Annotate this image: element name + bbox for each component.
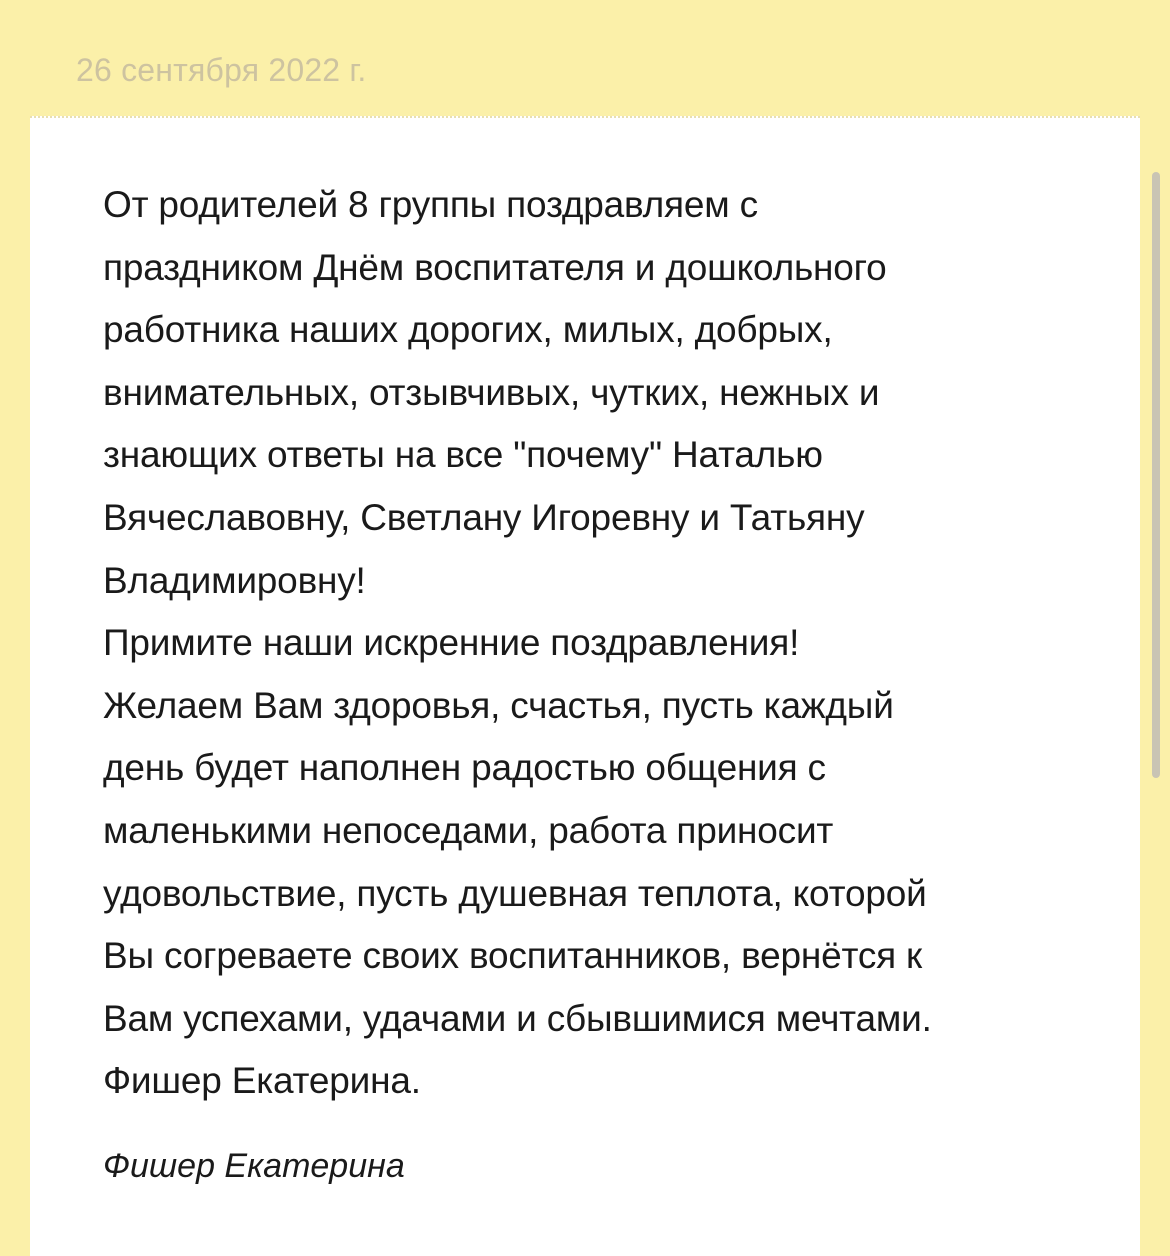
message-line: праздником Днём воспитателя и дошкольного bbox=[103, 246, 887, 288]
message-body bbox=[103, 174, 1093, 1113]
message-line: Вячеславовну, Светлану Игоревну и Татьяну bbox=[103, 496, 865, 538]
message-line: Владимировну! bbox=[103, 559, 366, 601]
message-line: маленькими непоседами, работа приносит bbox=[103, 809, 834, 851]
message-line: Желаем Вам здоровья, счастья, пусть каждый bbox=[103, 684, 894, 726]
post-date: 26 сентября 2022 г. bbox=[76, 52, 367, 88]
message-line: день будет наполнен радостью общения с bbox=[103, 747, 826, 789]
author-signature: Фишер Екатерина bbox=[103, 1147, 405, 1185]
scrollbar[interactable] bbox=[1152, 172, 1160, 778]
message-line: удовольствие, пусть душевная теплота, которой bbox=[103, 872, 927, 914]
message-line: Фишер Екатерина. bbox=[103, 1060, 421, 1102]
message-line: Примите наши искренние поздравления! bbox=[103, 622, 800, 664]
message-line: Вы согреваете своих воспитанников, вернётся к bbox=[103, 935, 923, 977]
message-line: знающих ответы на все "почему" Наталью bbox=[103, 434, 823, 476]
message-line: внимательных, отзывчивых, чутких, нежных и bbox=[103, 371, 880, 413]
message-card bbox=[30, 116, 1140, 1256]
message-line: От родителей 8 группы поздравляем с bbox=[103, 184, 758, 225]
message-line: работника наших дорогих, милых, добрых, bbox=[103, 309, 833, 351]
message-line: Вам успехами, удачами и сбывшимися мечтами. bbox=[103, 997, 932, 1039]
